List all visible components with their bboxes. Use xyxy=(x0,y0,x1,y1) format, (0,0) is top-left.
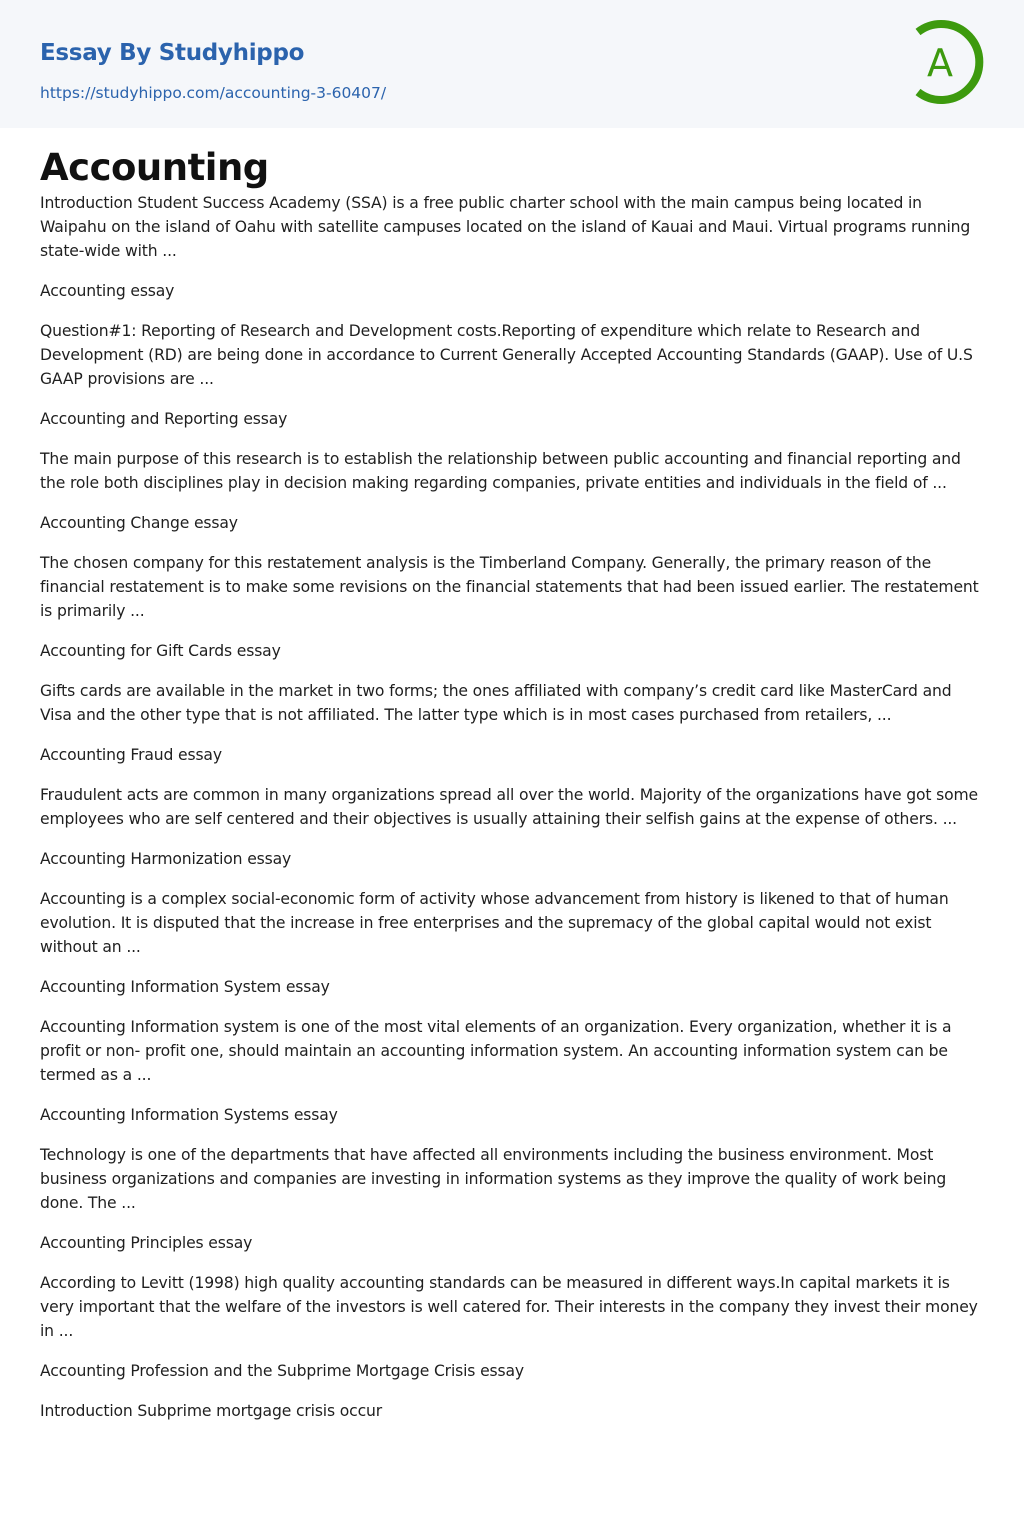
essay-title-link[interactable]: Accounting Principles essay xyxy=(40,1234,253,1252)
studyhippo-logo-icon xyxy=(910,18,988,106)
essay-title-link[interactable]: Accounting for Gift Cards essay xyxy=(40,642,281,660)
essay-excerpt: Question#1: Reporting of Research and Development costs.Reporting of expenditure which relate to Research and Development (RD) are being done in accordance to Current Generally Accepted Accounting Standards (GAAP). Use of U.S GAAP provisions are ... xyxy=(40,322,973,388)
essay-url-link[interactable]: https://studyhippo.com/accounting-3-60407/ xyxy=(40,84,387,102)
page-title: Accounting xyxy=(40,146,269,189)
essay-excerpt: Accounting Information system is one of the most vital elements of an organization. Every organization, whether it is a profit or non- profit one, should maintain an accounting information system. An accounting information system can be termed as a ... xyxy=(40,1018,952,1084)
essay-excerpt: The main purpose of this research is to establish the relationship between public accounting and financial reporting and the role both disciplines play in decision making regarding companies, private entities and individuals in the field of ... xyxy=(40,450,961,492)
essay-excerpt: Gifts cards are available in the market in two forms; the ones affiliated with company’s credit card like MasterCard and Visa and the other type that is not affiliated. The latter type which is in most cases purchased from retailers, ... xyxy=(40,682,952,724)
essay-title-link[interactable]: Accounting and Reporting essay xyxy=(40,410,288,428)
essay-excerpt: According to Levitt (1998) high quality accounting standards can be measured in different ways.In capital markets it is very important that the welfare of the investors is well catered for. Their interests in the company they invest their money in ... xyxy=(40,1274,978,1340)
essay-title-link[interactable]: Accounting essay xyxy=(40,282,175,300)
essay-title-link[interactable]: Accounting Fraud essay xyxy=(40,746,222,764)
essay-title-link[interactable]: Accounting Information Systems essay xyxy=(40,1106,338,1124)
essay-excerpt: Fraudulent acts are common in many organizations spread all over the world. Majority of the organizations have got some employees who are self centered and their objectives is usually attaining their selfish gains at the expense of others. ... xyxy=(40,786,978,828)
essay-excerpt: Accounting is a complex social-economic form of activity whose advancement from history is likened to that of human evolution. It is disputed that the increase in free enterprises and the supremacy of the global capital would not exist without an ... xyxy=(40,890,949,956)
logo-letter: A xyxy=(927,41,953,85)
site-title: Essay By Studyhippo xyxy=(40,40,305,66)
essay-list xyxy=(0,128,1024,1423)
essay-excerpt: The chosen company for this restatement analysis is the Timberland Company. Generally, the primary reason of the financial restatement is to make some revisions on the financial statements that had been issued earlier. The restatement is primarily ... xyxy=(40,554,979,620)
site-header xyxy=(0,0,1024,128)
intro-excerpt: Introduction Student Success Academy (SSA) is a free public charter school with the main campus being located in Waipahu on the island of Oahu with satellite campuses located on the island of Kauai and Maui. Virtual programs running state-wide with ... xyxy=(40,194,971,260)
essay-title-link[interactable]: Accounting Harmonization essay xyxy=(40,850,292,868)
essay-title-link[interactable]: Accounting Information System essay xyxy=(40,978,330,996)
essay-excerpt: Introduction Subprime mortgage crisis occur xyxy=(40,1402,382,1420)
essay-title-link[interactable]: Accounting Profession and the Subprime Mortgage Crisis essay xyxy=(40,1362,524,1380)
essay-title-link[interactable]: Accounting Change essay xyxy=(40,514,238,532)
essay-excerpt: Technology is one of the departments that have affected all environments including the business environment. Most business organizations and companies are investing in information systems as they improve the quality of work being done. The ... xyxy=(40,1146,947,1212)
